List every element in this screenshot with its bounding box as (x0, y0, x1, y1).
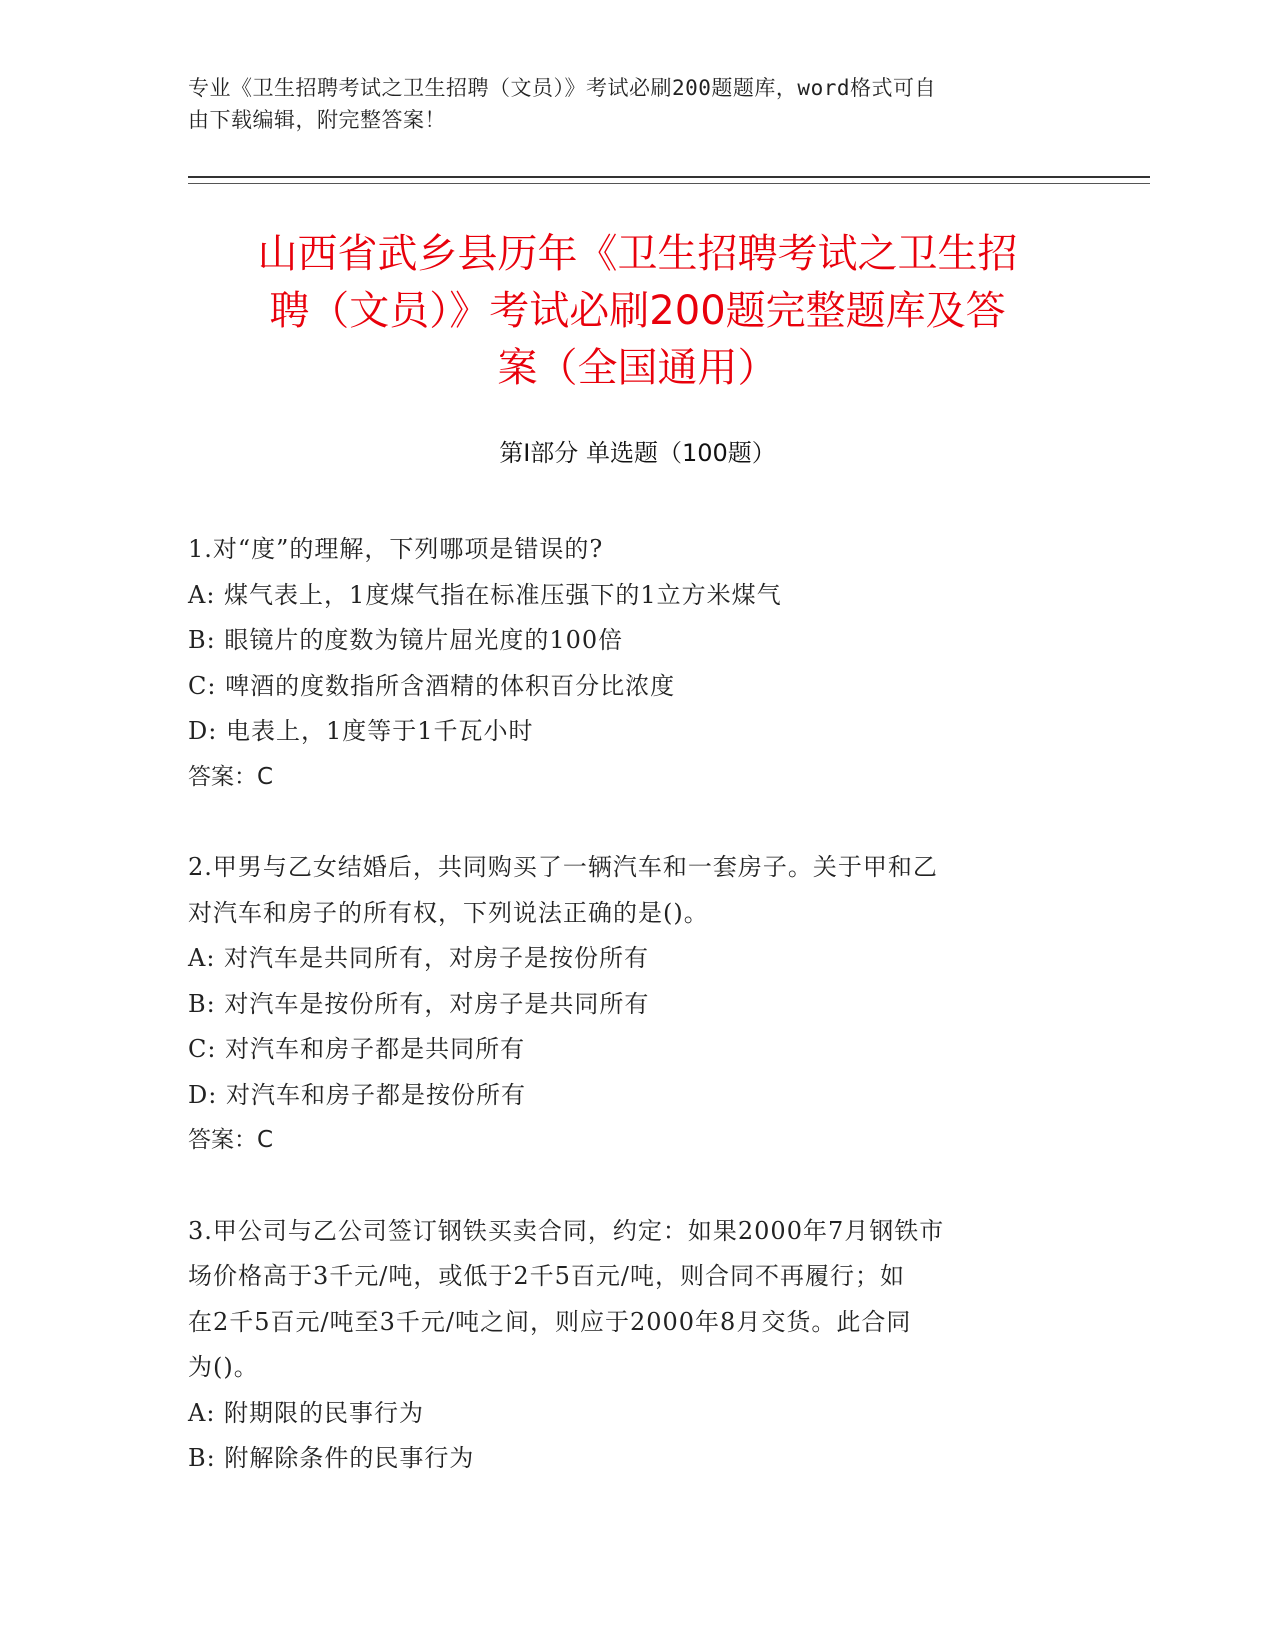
header-divider-thick (188, 176, 1150, 178)
question-text: 3.甲公司与乙公司签订钢铁买卖合同，约定：如果2000年7月钢铁市 (188, 1216, 945, 1245)
option-b: B: 对汽车是按份所有，对房子是共同所有 (188, 989, 650, 1018)
question-text: 2.甲男与乙女结婚后，共同购买了一辆汽车和一套房子。关于甲和乙 (188, 853, 938, 881)
answer: 答案：C (188, 1127, 274, 1153)
option-c: C: 对汽车和房子都是共同所有 (188, 1035, 526, 1063)
question-text: 1.对“度”的理解，下列哪项是错误的? (188, 535, 604, 563)
question-3 (188, 1209, 1078, 1482)
option-a: A: 附期限的民事行为 (188, 1398, 425, 1427)
question-1 (188, 527, 1078, 800)
question-text: 为()。 (188, 1353, 259, 1381)
header-note-line: 由下载编辑，附完整答案！ (188, 108, 446, 132)
question-text: 在2千5百元/吨至3千元/吨之间，则应于2000年8月交货。此合同 (188, 1307, 912, 1336)
option-b: B: 眼镜片的度数为镜片屈光度的100倍 (188, 626, 624, 654)
question-text: 场价格高于3千元/吨，或低于2千5百元/吨，则合同不再履行；如 (188, 1262, 905, 1290)
question-spacer (188, 1164, 1078, 1209)
option-c: C: 啤酒的度数指所含酒精的体积百分比浓度 (188, 671, 676, 700)
document-title (160, 226, 1115, 397)
option-b: B: 附解除条件的民事行为 (188, 1444, 475, 1472)
header-note (188, 72, 1068, 136)
option-a: A: 煤气表上，1度煤气指在标准压强下的1立方米煤气 (188, 580, 782, 609)
title-line: 山西省武乡县历年《卫生招聘考试之卫生招 (257, 231, 1018, 277)
option-d: D: 电表上，1度等于1千瓦小时 (188, 717, 534, 745)
header-note-line: 专业《卫生招聘考试之卫生招聘（文员）》考试必刷200题题库，word格式可自 (188, 76, 936, 100)
title-line: 案（全国通用） (497, 345, 778, 391)
option-a: A: 对汽车是共同所有，对房子是按份所有 (188, 944, 650, 972)
section-heading: 第Ⅰ部分 单选题（100题） (499, 439, 776, 467)
answer: 答案：C (188, 763, 274, 790)
question-list (188, 527, 1078, 1482)
question-2 (188, 845, 1078, 1164)
question-spacer (188, 800, 1078, 845)
option-d: D: 对汽车和房子都是按份所有 (188, 1080, 526, 1109)
title-line: 聘（文员）》考试必刷200题完整题库及答 (269, 288, 1006, 334)
header-divider-thin (188, 183, 1150, 184)
question-text: 对汽车和房子的所有权，下列说法正确的是()。 (188, 898, 709, 927)
